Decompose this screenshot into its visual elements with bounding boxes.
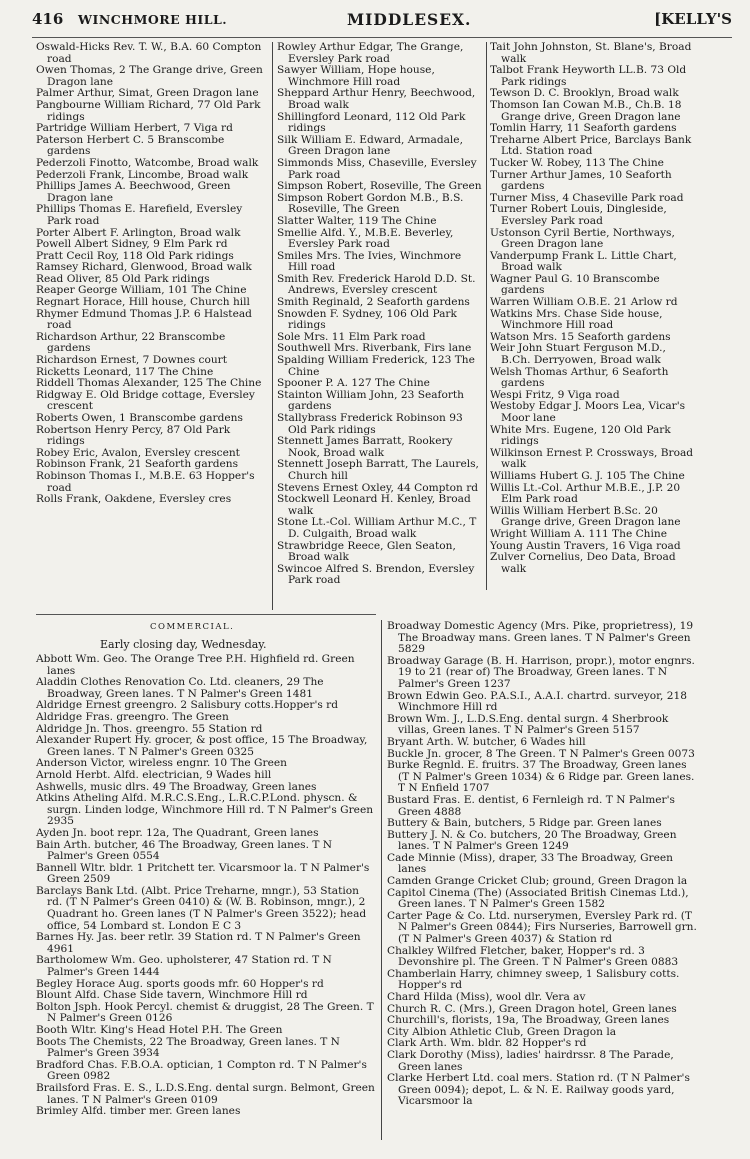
section-rule (36, 614, 376, 615)
directory-entry: Simpson Robert Gordon M.B., B.S. Roseville, The Green (277, 191, 464, 216)
directory-entry: Welsh Thomas Arthur, 6 Seaforth gardens (490, 365, 669, 390)
directory-entry: Stockwell Leonard H. Kenley, Broad walk (277, 493, 471, 517)
directory-entry: Brailsford Fras. E. S., L.D.S.Eng. dental surgn. Belmont, Green lanes. T N Palmer's Green 0109 (36, 1081, 375, 1106)
header-rule (32, 37, 732, 38)
directory-entry: Ramsey Richard, Glenwood, Broad walk (36, 261, 252, 274)
directory-entry: Thomson Ian Cowan M.B., Ch.B. 18 Grange drive, Green Dragon lane (490, 98, 682, 123)
directory-entry: Williams Hubert G. J. 105 The Chine (490, 469, 685, 482)
directory-entry: Anderson Victor, wireless engnr. 10 The Green (36, 757, 287, 770)
directory-entry: Bain Arth. butcher, 46 The Broadway, Green lanes. T N Palmer's Green 0554 (36, 838, 333, 863)
directory-entry: Ridgway E. Old Bridge cottage, Eversley crescent (36, 388, 255, 413)
directory-entry: Southwell Mrs. Riverbank, Firs lane (277, 342, 472, 355)
directory-entry: Shillingford Leonard, 112 Old Park ridings (277, 110, 466, 135)
directory-entry: Alexander Rupert Hy. grocer, & post office, 15 The Broadway, Green lanes. T N Palmer's Green 0325 (36, 734, 368, 758)
directory-entry: Robey Eric, Avalon, Eversley crescent (36, 446, 240, 459)
directory-entry: Churchill's, florists, 19a, The Broadway, Green lanes (387, 1014, 670, 1027)
directory-entry: Robertson Henry Percy, 87 Old Park ridings (36, 423, 231, 448)
directory-entry: Westoby Edgar J. Moors Lea, Vicar's Moor lane (490, 400, 686, 424)
directory-entry: Paterson Herbert C. 5 Branscombe gardens (36, 133, 225, 158)
directory-entry: Bannell Wltr. bldr. 1 Pritchett ter. Vicarsmoor la. T N Palmer's Green 2509 (36, 861, 370, 886)
directory-entry: Regnart Horace, Hill house, Church hill (36, 296, 250, 309)
directory-entry: Stennett James Barratt, Rookery Nook, Broad walk (277, 435, 453, 459)
directory-entry: Wright William A. 111 The Chine (490, 527, 667, 540)
directory-entry: Stevens Ernest Oxley, 44 Compton rd (277, 481, 479, 494)
directory-entry: Stone Lt.-Col. William Arthur M.C., T D. Culgaith, Broad walk (277, 516, 477, 540)
directory-entry: Brown Wm. J., L.D.S.Eng. dental surgn. 4 Sherbrook villas, Green lanes. T N Palmer's Green 5157 (387, 712, 669, 737)
directory-entry: Rhymer Edmund Thomas J.P. 6 Halstead road (36, 307, 252, 332)
private-residents-column-1 (36, 42, 270, 506)
directory-entry: Sole Mrs. 11 Elm Park road (277, 330, 426, 343)
directory-entry: Blount Alfd. Chase Side tavern, Winchmore Hill rd (36, 989, 308, 1002)
directory-entry: Buttery & Bain, butchers, 5 Ridge par. Green lanes (387, 817, 662, 830)
directory-entry: Turner Robert Louis, Dingleside, Eversley Park road (490, 203, 667, 227)
directory-entry: Stennett Joseph Barratt, The Laurels, Church hill (277, 458, 479, 482)
directory-entry: Clark Dorothy (Miss), ladies' hairdrssr. 8 The Parade, Green lanes (387, 1048, 674, 1073)
directory-entry: Phillips James A. Beechwood, Green Dragon lane (36, 180, 231, 204)
directory-entry: Watson Mrs. 15 Seaforth gardens (490, 330, 671, 343)
directory-entry: Church R. C. (Mrs.), Green Dragon hotel, Green lanes (387, 1002, 677, 1015)
directory-entry: Carter Page & Co. Ltd. nurserymen, Eversley Park rd. (T N Palmer's Green 0844); Firs Nurseries, Barrowell grn. (T N Palmer's Green 4037) & Station rd (387, 909, 697, 946)
directory-entry: Boots The Chemists, 22 The Broadway, Green lanes. T N Palmer's Green 3934 (36, 1035, 340, 1060)
directory-entry: Spalding William Frederick, 123 The Chine (277, 354, 475, 378)
column-divider (486, 42, 487, 590)
directory-entry: Silk William E. Edward, Armadale, Green Dragon lane (277, 133, 463, 158)
directory-entry: Camden Grange Cricket Club; ground, Green Dragon la (387, 875, 688, 888)
county-heading: MIDDLESEX. (347, 10, 472, 29)
directory-entry: Pangbourne William Richard, 77 Old Park ridings (36, 98, 261, 123)
directory-entry: Tewson D. C. Brooklyn, Broad walk (490, 87, 679, 100)
directory-entry: Simmonds Miss, Chaseville, Eversley Park road (277, 156, 477, 181)
directory-entry: Porter Albert F. Arlington, Broad walk (36, 226, 241, 239)
directory-entry: Ashwells, music dlrs. 49 The Broadway, Green lanes (36, 780, 317, 793)
directory-entry: Smith Rev. Frederick Harold D.D. St. Andrews, Eversley crescent (277, 272, 476, 297)
directory-entry: Pratt Cecil Roy, 118 Old Park ridings (36, 249, 234, 262)
directory-entry: Burke Regnld. E. fruitrs. 37 The Broadway, Green lanes (T N Palmer's Green 1034) & 6 Ridge par. Green lanes. T N Enfield 1707 (387, 759, 695, 795)
directory-entry: Reaper George William, 101 The Chine (36, 284, 247, 297)
directory-entry: Bustard Fras. E. dentist, 6 Fernleigh rd. T N Palmer's Green 4888 (387, 793, 675, 818)
directory-entry: Tucker W. Robey, 113 The Chine (490, 156, 664, 169)
page-number: 416 (32, 10, 64, 28)
directory-entry: Atkins Atheling Alfd. M.R.C.S.Eng., L.R.C.P.Lond. physcn. & surgn. Linden lodge, Winchmore Hill rd. T N Palmer's Green 2935 (36, 792, 374, 828)
directory-entry: Aldridge Jn. Thos. greengro. 55 Station rd (36, 722, 263, 735)
directory-entry: Snowden F. Sydney, 106 Old Park ridings (277, 307, 457, 332)
directory-entry: Phillips Thomas E. Harefield, Eversley Park road (36, 203, 243, 227)
private-residents-column-2 (277, 42, 483, 587)
directory-entry: Ricketts Leonard, 117 The Chine (36, 365, 214, 378)
directory-entry: Chamberlain Harry, chimney sweep, 1 Salisbury cotts. Hopper's rd (387, 967, 680, 992)
directory-entry: Zulver Cornelius, Deo Data, Broad walk (490, 551, 676, 575)
directory-entry: Simpson Robert, Roseville, The Green (277, 180, 482, 193)
early-closing-note: Early closing day, Wednesday. (100, 638, 267, 651)
directory-entry: Willis William Herbert B.Sc. 20 Grange drive, Green Dragon lane (490, 504, 681, 529)
directory-entry: Smellie Alfd. Y., M.B.E. Beverley, Eversley Park road (277, 226, 454, 251)
directory-entry: Spooner P. A. 127 The Chine (277, 377, 430, 390)
directory-entry: Slatter Walter, 119 The Chine (277, 214, 437, 227)
commercial-column-2 (387, 621, 699, 1108)
directory-entry: Ayden Jn. boot repr. 12a, The Quadrant, Green lanes (36, 826, 319, 839)
column-divider (381, 620, 382, 1140)
directory-entry: Wilkinson Ernest P. Crossways, Broad walk (490, 446, 694, 471)
directory-entry: Sheppard Arthur Henry, Beechwood, Broad walk (277, 87, 476, 111)
directory-entry: Brimley Alfd. timber mer. Green lanes (36, 1105, 241, 1118)
directory-entry: Warren William O.B.E. 21 Arlow rd (490, 296, 678, 309)
directory-entry: Rowley Arthur Edgar, The Grange, Eversley Park road (277, 41, 464, 65)
directory-entry: Stallybrass Frederick Robinson 93 Old Park ridings (277, 412, 463, 436)
directory-entry: Tait John Johnston, St. Blane's, Broad walk (490, 41, 692, 65)
directory-entry: Watkins Mrs. Chase Side house, Winchmore Hill road (490, 307, 663, 332)
place-heading: WINCHMORE HILL. (78, 12, 228, 27)
directory-entry: Barclays Bank Ltd. (Albt. Price Treharne, mngr.), 53 Station rd. (T N Palmer's Green 0410) & (W. B. Robinson, mngr.), 2 Quadrant ho. Green lanes (T N Palmer's Green 3522); head office, 54 Lombard st. London E C 3 (36, 884, 367, 932)
commercial-column-1 (36, 654, 376, 1118)
directory-entry: Pederzoli Finotto, Watcombe, Broad walk (36, 156, 259, 169)
directory-entry: City Albion Athletic Club, Green Dragon la (387, 1025, 617, 1038)
directory-entry: Robinson Thomas I., M.B.E. 63 Hopper's road (36, 469, 255, 494)
directory-entry: Turner Arthur James, 10 Seaforth gardens (490, 168, 672, 193)
directory-entry: Smiles Mrs. The Ivies, Winchmore Hill road (277, 249, 462, 274)
directory-entry: Barnes Hy. Jas. beer retlr. 39 Station rd. T N Palmer's Green 4961 (36, 931, 361, 955)
directory-entry: Broadway Domestic Agency (Mrs. Pike, proprietress), 19 The Broadway mans. Green lanes. T N Palmer's Green 5829 (387, 620, 694, 656)
directory-entry: Smith Reginald, 2 Seaforth gardens (277, 296, 470, 309)
directory-entry: Talbot Frank Heyworth LL.B. 73 Old Park ridings (490, 64, 687, 88)
directory-entry: Swincoe Alfred S. Brendon, Eversley Park road (277, 562, 475, 587)
directory-entry: Rolls Frank, Oakdene, Eversley cres (36, 493, 232, 506)
directory-entry: Pederzoli Frank, Lincombe, Broad walk (36, 168, 249, 181)
directory-entry: Aldridge Ernest greengro. 2 Salisbury cotts.Hopper's rd (36, 699, 339, 712)
directory-entry: Sawyer William, Hope house, Winchmore Hill road (277, 64, 435, 88)
directory-entry: Partridge William Herbert, 7 Viga rd (36, 122, 233, 135)
directory-entry: Read Oliver, 85 Old Park ridings (36, 272, 210, 285)
directory-entry: Chard Hilda (Miss), wool dlr. Vera av (387, 991, 586, 1003)
directory-entry: Aldridge Fras. greengro. The Green (36, 710, 229, 723)
directory-entry: Robinson Frank, 21 Seaforth gardens (36, 458, 239, 471)
directory-entry: Clark Arth. Wm. bldr. 82 Hopper's rd (387, 1037, 587, 1050)
directory-entry: Buttery J. N. & Co. butchers, 20 The Broadway, Green lanes. T N Palmer's Green 1249 (387, 828, 677, 853)
directory-entry: Vanderpump Frank L. Little Chart, Broad walk (490, 249, 677, 274)
directory-entry: Arnold Herbt. Alfd. electrician, 9 Wades hill (36, 768, 272, 781)
directory-entry: Begley Horace Aug. sports goods mfr. 60 Hopper's rd (36, 977, 324, 990)
directory-entry: Booth Wltr. King's Head Hotel P.H. The Green (36, 1024, 283, 1036)
directory-entry: Buckle Jn. grocer, 8 The Green. T N Palmer's Green 0073 (387, 747, 695, 760)
page-header (32, 10, 732, 32)
directory-entry: Willis Lt.-Col. Arthur M.B.E., J.P. 20 Elm Park road (490, 481, 681, 506)
directory-entry: Richardson Ernest, 7 Downes court (36, 354, 228, 367)
directory-entry: Broadway Garage (B. H. Harrison, propr.), motor engnrs. 19 to 21 (rear of) The Broadway, Green lanes. T N Palmer's Green 1237 (387, 654, 695, 690)
directory-entry: Turner Miss, 4 Chaseville Park road (490, 191, 684, 204)
directory-entry: Roberts Owen, 1 Branscombe gardens (36, 412, 243, 424)
directory-entry: Cade Minnie (Miss), draper, 33 The Broadway, Green lanes (387, 851, 673, 876)
directory-entry: Stainton William John, 23 Seaforth gardens (277, 388, 464, 413)
directory-entry: Richardson Arthur, 22 Branscombe gardens (36, 330, 226, 355)
directory-entry: Wespi Fritz, 9 Viga road (490, 388, 620, 401)
directory-entry: Powell Albert Sidney, 9 Elm Park rd (36, 238, 228, 251)
directory-entry: Palmer Arthur, Simat, Green Dragon lane (36, 87, 259, 100)
directory-entry: Bartholomew Wm. Geo. upholsterer, 47 Station rd. T N Palmer's Green 1444 (36, 954, 332, 979)
directory-entry: Chalkley Wilfred Fletcher, baker, Hopper's rd. 3 Devonshire pl. The Green. T N Palmer's Green 0883 (387, 944, 679, 969)
directory-entry: Bryant Arth. W. butcher, 6 Wades hill (387, 735, 586, 748)
directory-entry: Aladdin Clothes Renovation Co. Ltd. cleaners, 29 The Broadway, Green lanes. T N Palmer's Green 1481 (36, 676, 324, 700)
directory-entry: Clarke Herbert Ltd. coal mers. Station rd. (T N Palmer's Green 0094); depot, L. & N. E. Railway goods yard, Vicarsmoor la (387, 1072, 690, 1108)
private-residents-column-3 (490, 42, 698, 575)
directory-entry: Wagner Paul G. 10 Branscombe gardens (490, 272, 660, 297)
directory-entry: Brown Edwin Geo. P.A.S.I., A.A.I. chartrd. surveyor, 218 Winchmore Hill rd (387, 689, 687, 714)
directory-entry: Bolton Jsph. Hook Percyl. chemist & druggist, 28 The Green. T N Palmer's Green 0126 (36, 1000, 374, 1025)
directory-entry: Bradford Chas. F.B.O.A. optician, 1 Compton rd. T N Palmer's Green 0982 (36, 1058, 367, 1083)
directory-entry: Weir John Stuart Ferguson M.D., B.Ch. Derryowen, Broad walk (490, 342, 666, 367)
directory-entry: Treharne Albert Price, Barclays Bank Ltd. Station road (490, 133, 692, 158)
directory-entry: Abbott Wm. Geo. The Orange Tree P.H. Highfield rd. Green lanes (36, 653, 355, 677)
directory-entry: Strawbridge Reece, Glen Seaton, Broad walk (277, 539, 456, 564)
directory-entry: Riddell Thomas Alexander, 125 The Chine (36, 377, 262, 390)
publisher-heading: [KELLY'S (654, 10, 732, 28)
directory-entry: Tomlin Harry, 11 Seaforth gardens (490, 122, 677, 135)
directory-entry: White Mrs. Eugene, 120 Old Park ridings (490, 423, 671, 448)
directory-entry: Ustonson Cyril Bertie, Northways, Green Dragon lane (490, 226, 675, 251)
directory-entry: Oswald-Hicks Rev. T. W., B.A. 60 Compton road (36, 41, 262, 65)
directory-entry: Young Austin Travers, 16 Viga road (490, 539, 681, 552)
commercial-heading: COMMERCIAL. (150, 622, 235, 632)
directory-entry: Capitol Cinema (The) (Associated British Cinemas Ltd.), Green lanes. T N Palmer's Green 1582 (387, 886, 689, 911)
column-divider (272, 42, 273, 610)
directory-entry: Owen Thomas, 2 The Grange drive, Green Dragon lane (36, 64, 263, 88)
